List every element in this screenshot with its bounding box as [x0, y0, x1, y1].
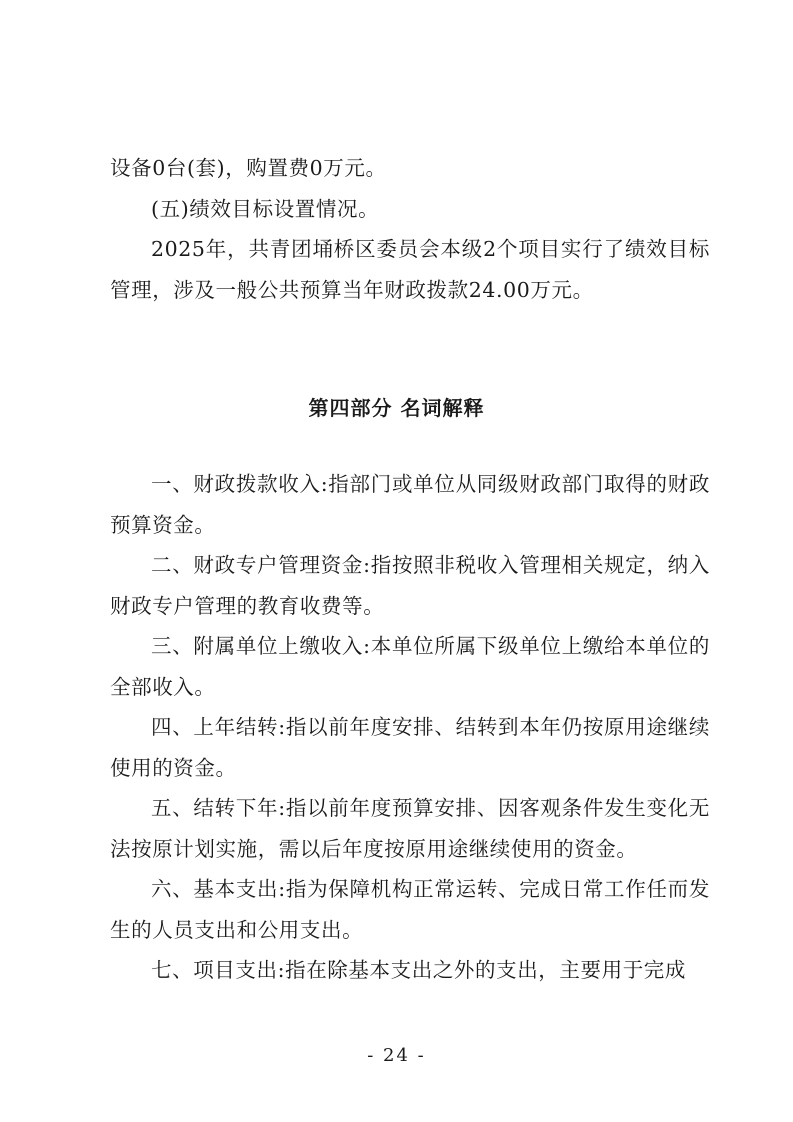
definitions-block: [110, 464, 710, 991]
definition-item: 一、财政拨款收入:指部门或单位从同级财政部门取得的财政预算资金。: [110, 472, 710, 537]
definition-item: 六、基本支出:指为保障机构正常运转、完成日常工作任而发生的人员支出和公用支出。: [110, 877, 710, 942]
definition-item: 二、财政专户管理资金:指按照非税收入管理相关规定，纳入财政专户管理的教育收费等。: [110, 553, 710, 618]
item-5-title: (五)绩效目标设置情况。: [151, 196, 380, 221]
continued-paragraph: 设备0台(套)，购置费0万元。: [110, 156, 387, 180]
definition-item: 四、上年结转:指以前年度安排、结转到本年仍按原用途继续使用的资金。: [110, 715, 710, 780]
item-5-body: 2025年，共青团埇桥区委员会本级2个项目实行了绩效目标管理，涉及一般公共预算当年财政拨款24.00万元。: [110, 237, 710, 302]
definition-item: 七、项目支出:指在除基本支出之外的支出，主要用于完成: [151, 958, 687, 982]
page-number: - 24 -: [367, 1045, 426, 1066]
definition-item: 三、附属单位上缴收入:本单位所属下级单位上缴给本单位的全部收入。: [110, 634, 710, 699]
section-heading: 第四部分 名词解释: [308, 396, 485, 420]
definition-item: 五、结转下年:指以前年度预算安排、因客观条件发生变化无法按原计划实施，需以后年度按原用途继续使用的资金。: [110, 796, 710, 861]
top-text-block: [110, 148, 710, 310]
